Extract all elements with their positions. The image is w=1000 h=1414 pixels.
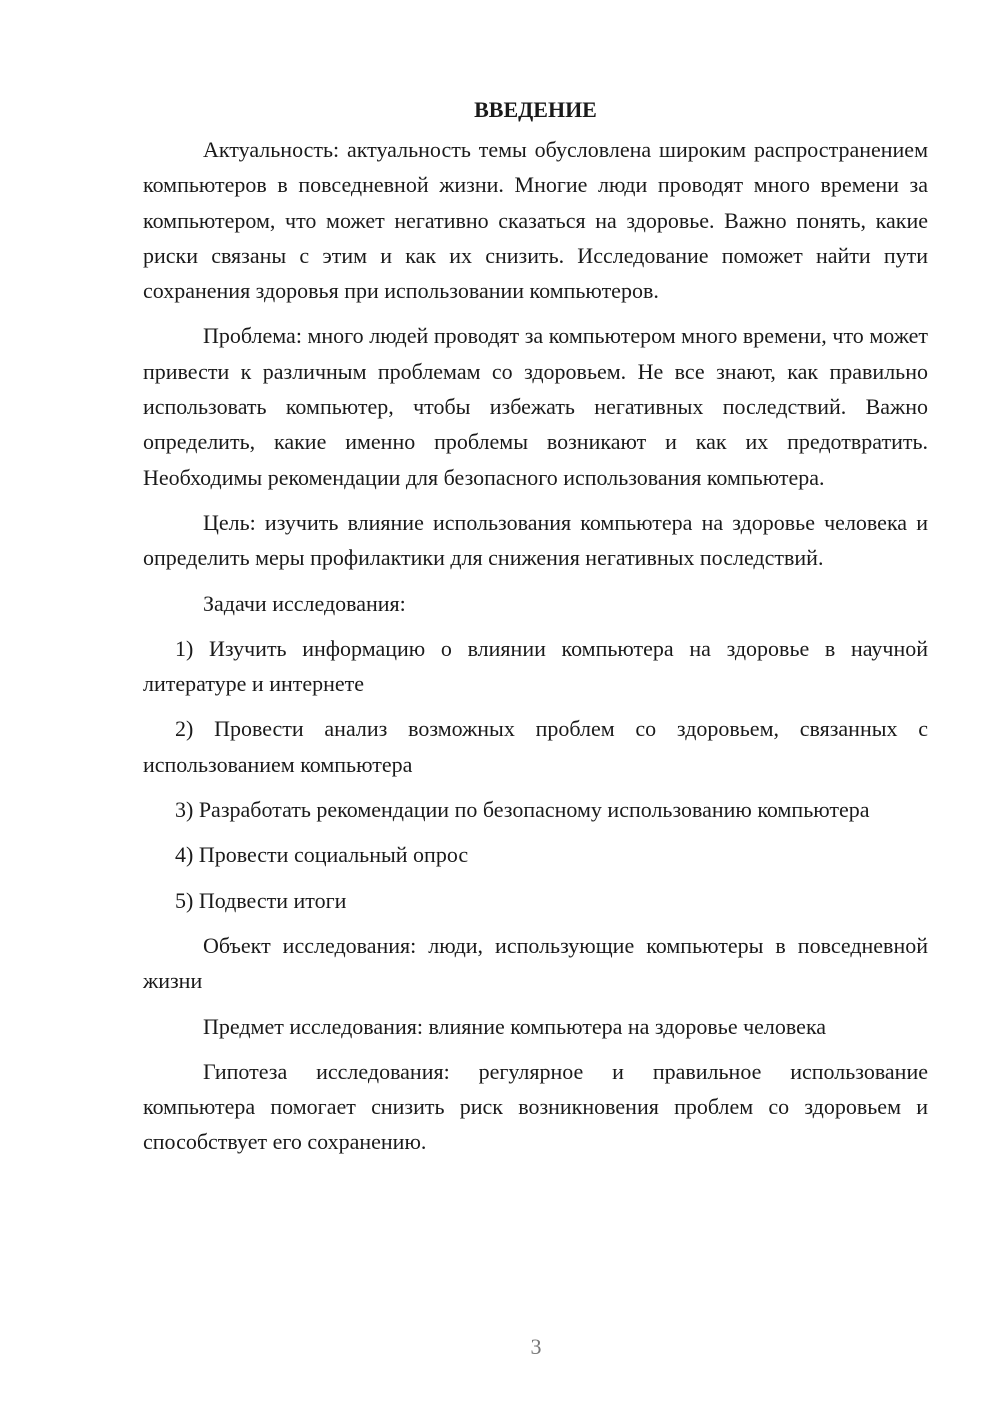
subject-paragraph: Предмет исследования: влияние компьютера на здоровье человека xyxy=(203,1013,827,1039)
hypothesis-paragraph: Гипотеза исследования: регулярное и правильное использование компьютера помогает снизить риск возникновения проблем со здоровьем и способствует его сохранению. xyxy=(143,1058,928,1155)
goal-paragraph: Цель: изучить влияние использования компьютера на здоровье человека и определить меры профилактики для снижения негативных последствий. xyxy=(143,509,928,571)
task-item: 3) Разработать рекомендации по безопасному использованию компьютера xyxy=(175,797,870,823)
document-page xyxy=(143,92,928,1170)
task-item: 2) Провести анализ возможных проблем со здоровьем, связанных с использованием компьютера xyxy=(143,716,928,777)
object-paragraph: Объект исследования: люди, использующие компьютеры в повседневной жизни xyxy=(143,932,928,994)
problem-paragraph: Проблема: много людей проводят за компьютером много времени, что может привести к различным проблемам со здоровьем. Не все знают, как правильно использовать компьютер, чтобы избежать негативных последствий. Важно определить, какие именно проблемы возникают и как их предотвратить. Необходимы рекомендации для безопасного использования компьютера. xyxy=(143,323,928,490)
relevance-paragraph: Актуальность: актуальность темы обусловлена широким распространением компьютеров в повседневной жизни. Многие люди проводят много времени за компьютером, что может негативно сказаться на здоровье. Важно понять, какие риски связаны с этим и как их снизить. Исследование поможет найти пути сохранения здоровья при использовании компьютеров. xyxy=(143,137,928,304)
task-item: 4) Провести социальный опрос xyxy=(175,842,469,868)
task-item: 1) Изучить информацию о влиянии компьютера на здоровье в научной литературе и интернете xyxy=(143,635,928,697)
tasks-heading: Задачи исследования: xyxy=(203,590,406,616)
page-number: 3 xyxy=(530,1334,542,1359)
tasks-list xyxy=(143,631,928,918)
section-title: ВВЕДЕНИЕ xyxy=(474,97,597,122)
task-item: 5) Подвести итоги xyxy=(175,887,347,913)
